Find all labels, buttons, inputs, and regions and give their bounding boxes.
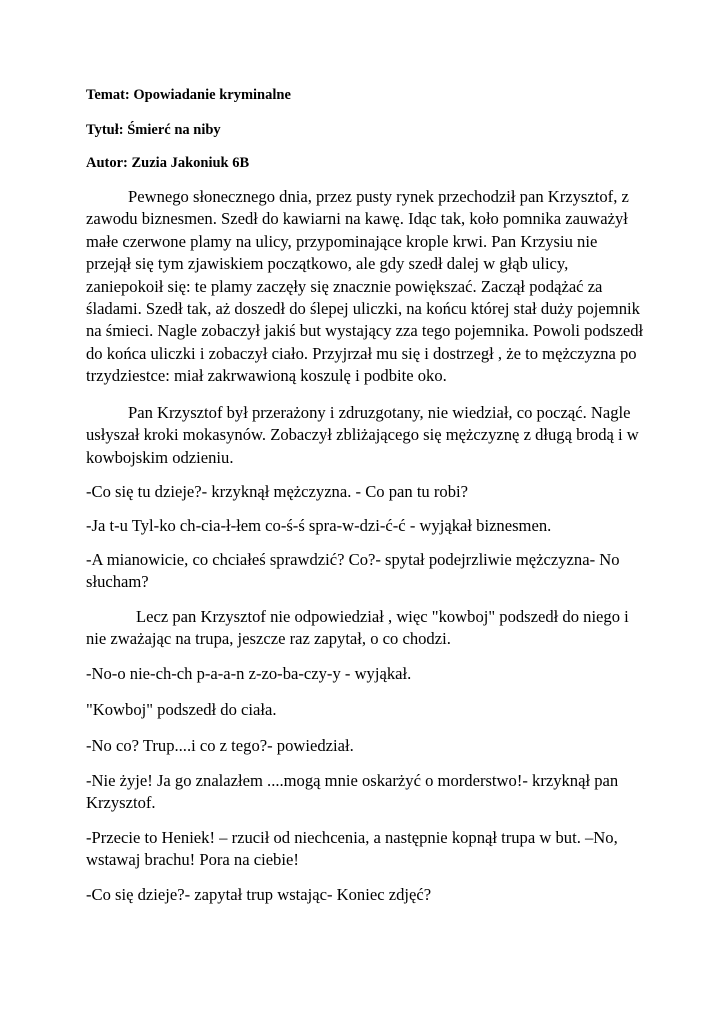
paragraph-1: Pewnego słonecznego dnia, przez pusty rynek przechodził pan Krzysztof, z zawodu biznesmen. Szedł do kawiarni na kawę. Idąc tak, koło pomnika zauważył małe czerwone plamy na ulicy, przypominające krople krwi. Pan Krzysiu nie przejął się tym zjawiskiem początkowo, ale gdy szedł dalej w głąb ulicy, zaniepokoił się: te plamy zaczęły się znacznie powiększać. Zaczął podążać za śladami. Szedł tak, aż doszedł do ślepej uliczki, na końcu której stał duży pojemnik na śmieci. Nagle zobaczył jakiś but wystający zza tego pojemnika. Powoli podszedł do końca uliczki i zobaczył ciało. Przyjrzał mu się i dostrzegł , że to mężczyzna po trzydziestce: miał zakrwawioną koszulę i podbite oko. (86, 187, 644, 386)
topic-line: Temat: Opowiadanie kryminalne (86, 87, 291, 103)
dialogue-line-5: -No co? Trup....i co z tego?- powiedział. (86, 736, 354, 755)
title-line: Tytuł: Śmierć na niby (86, 122, 221, 138)
dialogue-line-4: -No-o nie-ch-ch p-a-a-n z-zo-ba-czy-y - wyjąkał. (86, 664, 412, 683)
dialogue-line-6: -Nie żyje! Ja go znalazłem ....mogą mnie oskarżyć o morderstwo!- krzyknął pan Krzysztof. (86, 771, 619, 813)
dialogue-line-1: -Co się tu dzieje?- krzyknął mężczyzna. - Co pan tu robi? (86, 482, 468, 501)
dialogue-line-3: -A mianowicie, co chciałeś sprawdzić? Co?- spytał podejrzliwie mężczyzna- No słucham? (86, 550, 620, 592)
paragraph-3: Lecz pan Krzysztof nie odpowiedział , więc "kowboj" podszedł do niego i nie zważając na trupa, jeszcze raz zapytał, o co chodzi. (86, 607, 629, 649)
author-line: Autor: Zuzia Jakoniuk 6B (86, 155, 250, 171)
dialogue-line-8: -Co się dzieje?- zapytał trup wstając- Koniec zdjęć? (86, 885, 432, 904)
paragraph-2: Pan Krzysztof był przerażony i zdruzgotany, nie wiedział, co począć. Nagle usłyszał kroki mokasynów. Zobaczył zbliżającego się mężczyznę z długą brodą i w kowbojskim odzieniu. (86, 403, 639, 467)
dialogue-line-2: -Ja t-u Tyl-ko ch-cia-ł-łem co-ś-ś spra-w-dzi-ć-ć - wyjąkał biznesmen. (86, 516, 552, 535)
narration-line: "Kowboj" podszedł do ciała. (86, 700, 277, 719)
dialogue-line-7: -Przecie to Heniek! – rzucił od niechcenia, a następnie kopnął trupa w but. –No, wstawaj brachu! Pora na ciebie! (86, 828, 618, 870)
